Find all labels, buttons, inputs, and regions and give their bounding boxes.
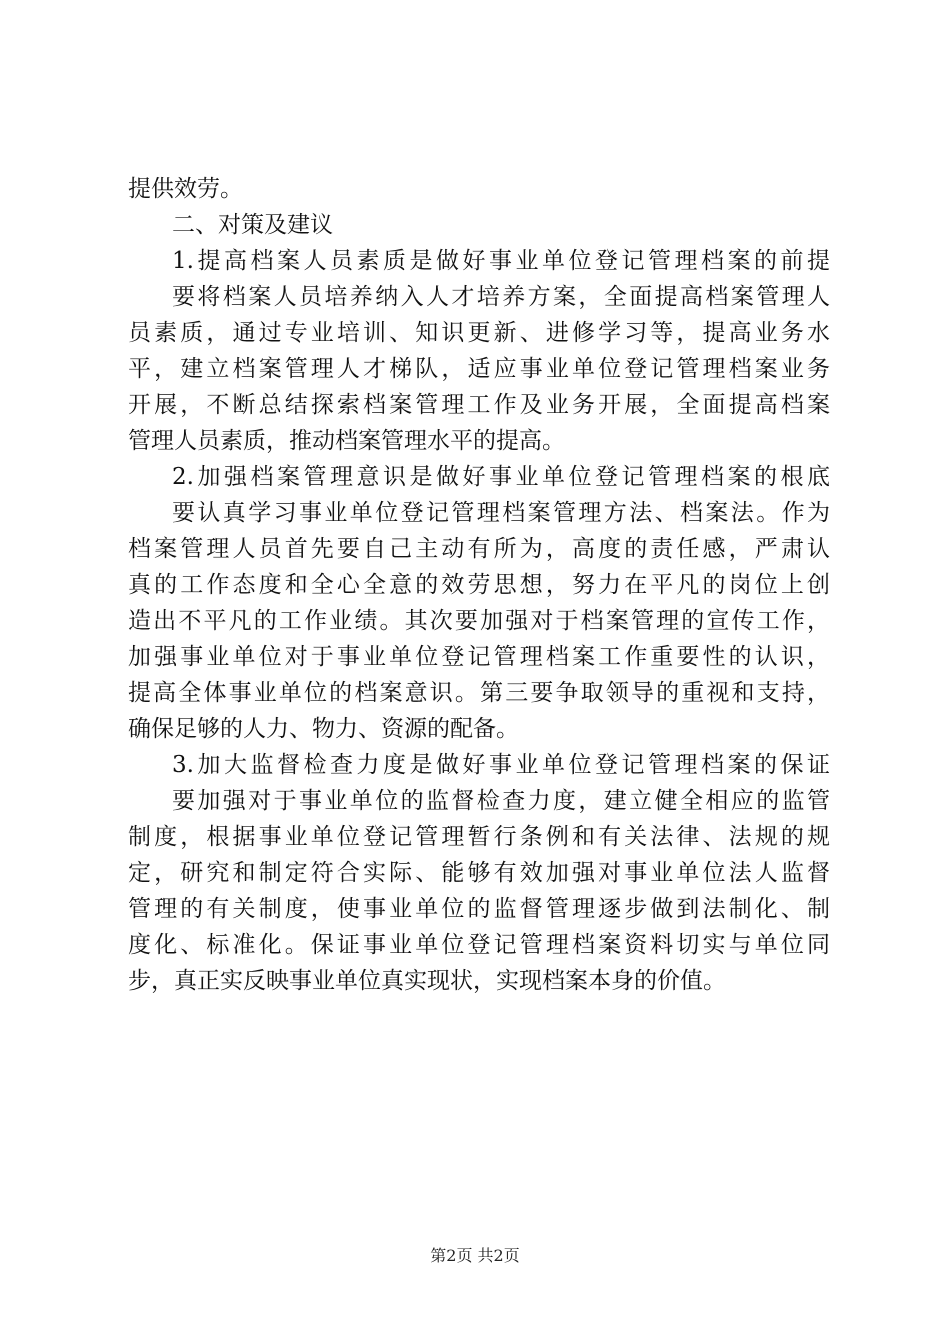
text-line: 定，研究和制定符合实际、能够有效加强对事业单位法人监督 (128, 860, 830, 886)
subsection-heading: 3.加大监督检查力度是做好事业单位登记管理档案的保证 (172, 752, 830, 778)
text-line: 管理人员素质，推动档案管理水平的提高。 (128, 428, 565, 454)
text-line: 档案管理人员首先要自己主动有所为，高度的责任感，严肃认 (128, 536, 830, 562)
text-line: 开展，不断总结探索档案管理工作及业务开展，全面提高档案 (128, 392, 830, 418)
text-line: 要将档案人员培养纳入人才培养方案，全面提高档案管理人 (172, 284, 830, 310)
text-line: 加强事业单位对于事业单位登记管理档案工作重要性的认识， (128, 644, 830, 670)
subsection-heading: 2.加强档案管理意识是做好事业单位登记管理档案的根底 (172, 464, 830, 490)
text-line: 管理的有关制度，使事业单位的监督管理逐步做到法制化、制 (128, 896, 830, 922)
text-line: 真的工作态度和全心全意的效劳思想，努力在平凡的岗位上创 (128, 572, 830, 598)
text-line: 步，真正实反映事业单位真实现状，实现档案本身的价值。 (128, 968, 726, 994)
text-line: 提供效劳。 (128, 176, 243, 202)
page-number-footer: 第2页 共2页 (430, 1246, 520, 1265)
text-line: 要加强对于事业单位的监督检查力度，建立健全相应的监管 (172, 788, 830, 814)
text-line: 平，建立档案管理人才梯队，适应事业单位登记管理档案业务 (128, 356, 830, 382)
document-body (128, 171, 830, 999)
text-line: 制度，根据事业单位登记管理暂行条例和有关法律、法规的规 (128, 824, 830, 850)
section-heading: 二、对策及建议 (172, 212, 333, 238)
text-line: 提高全体事业单位的档案意识。第三要争取领导的重视和支持， (128, 680, 830, 706)
text-line: 确保足够的人力、物力、资源的配备。 (128, 716, 519, 742)
subsection-heading: 1.提高档案人员素质是做好事业单位登记管理档案的前提 (172, 248, 830, 274)
text-line: 员素质，通过专业培训、知识更新、进修学习等，提高业务水 (128, 320, 830, 346)
text-line: 要认真学习事业单位登记管理档案管理方法、档案法。作为 (172, 500, 830, 526)
text-line: 造出不平凡的工作业绩。其次要加强对于档案管理的宣传工作， (128, 608, 830, 634)
text-line: 度化、标准化。保证事业单位登记管理档案资料切实与单位同 (128, 932, 830, 958)
